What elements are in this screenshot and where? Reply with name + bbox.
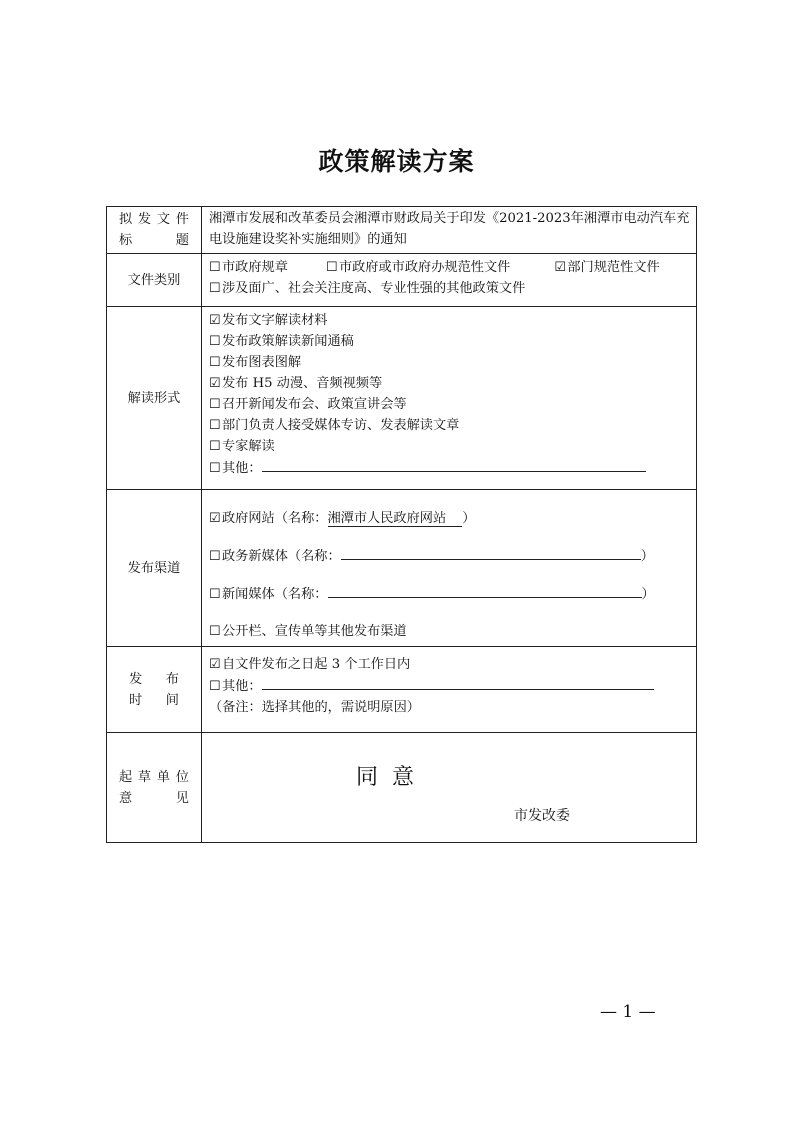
interpret-option-3: 发布图表图解 [222,355,302,370]
opinion-signer: 市发改委 [514,808,570,824]
time-options [202,647,697,733]
label-opinion-line1: 起草单位 [119,769,189,785]
row-doc-title [107,207,697,254]
interpret-option-7: 专家解读 [222,439,275,454]
policy-form-table [106,206,697,843]
doc-title-value: 湘潭市发展和改革委员会湘潭市财政局关于印发《2021-2023年湘潭市电动汽车充电设施建设奖补实施细则》的通知 [202,207,697,254]
checkbox-unchecked-icon[interactable]: ☐ [209,549,221,564]
opinion-value: 同意 [356,765,429,790]
channel-options [202,490,697,647]
checkbox-unchecked-icon[interactable]: ☐ [209,334,221,349]
checkbox-unchecked-icon[interactable]: ☐ [209,355,221,370]
category-options [202,254,697,307]
checkbox-checked-icon[interactable]: ☑ [209,657,221,672]
channel-option-1: 政府网站（名称： [222,511,328,526]
row-time [107,647,697,733]
checkbox-unchecked-icon[interactable]: ☐ [209,281,221,296]
page-number: — 1 — [600,1002,656,1022]
interpret-other-blank[interactable] [262,457,646,472]
label-time-line2: 时 间 [129,692,179,708]
checkbox-unchecked-icon[interactable]: ☐ [209,679,221,694]
checkbox-unchecked-icon[interactable]: ☐ [209,587,221,602]
category-option-2: 市政府或市政府办规范性文件 [338,260,511,275]
interpret-option-1: 发布文字解读材料 [222,313,328,328]
label-category: 文件类别 [107,254,202,307]
label-opinion [107,733,202,843]
checkbox-unchecked-icon[interactable]: ☐ [209,397,221,412]
checkbox-unchecked-icon[interactable]: ☐ [209,439,221,454]
interpret-options [202,307,697,490]
channel-option-3-close: ） [641,587,655,602]
label-time [107,647,202,733]
category-option-3: 部门规范性文件 [567,260,660,275]
category-option-1: 市政府规章 [222,260,288,275]
label-doc-title [107,207,202,254]
time-option-1: 自文件发布之日起 3 个工作日内 [222,657,411,672]
interpret-option-2: 发布政策解读新闻通稿 [222,334,354,349]
row-channel [107,490,697,647]
label-interpret: 解读形式 [107,307,202,490]
channel-option-2-close: ） [640,549,654,564]
checkbox-checked-icon[interactable]: ☑ [209,511,221,526]
label-time-line1: 发 布 [129,671,179,687]
interpret-option-4: 发布 H5 动漫、音频视频等 [222,376,383,391]
channel-option-1-close: ） [462,511,476,526]
checkbox-unchecked-icon[interactable]: ☐ [209,461,221,476]
label-doc-title-line1: 拟发文件 [119,212,189,227]
channel-website-name: 湘潭市人民政府网站 [327,511,447,526]
opinion-cell [202,733,697,843]
time-note: （备注：选择其他的，需说明原因） [209,700,420,715]
channel-media-blank[interactable] [328,583,642,598]
checkbox-unchecked-icon[interactable]: ☐ [209,624,221,639]
row-interpret [107,307,697,490]
channel-option-4: 公开栏、宣传单等其他发布渠道 [222,624,407,639]
time-option-2: 其他： [222,679,262,694]
interpret-option-5: 召开新闻发布会、政策宣讲会等 [222,397,407,412]
page-title: 政策解读方案 [318,147,475,176]
checkbox-unchecked-icon[interactable]: ☐ [325,260,338,275]
checkbox-checked-icon[interactable]: ☑ [554,260,567,275]
channel-option-2: 政务新媒体（名称： [222,549,341,564]
label-doc-title-line2: 标 题 [119,233,189,248]
time-other-blank[interactable] [262,675,654,690]
label-opinion-line2: 意 见 [119,790,189,806]
checkbox-checked-icon[interactable]: ☑ [209,313,221,328]
label-channel: 发布渠道 [107,490,202,647]
row-category [107,254,697,307]
category-option-4: 涉及面广、社会关注度高、专业性强的其他政策文件 [222,281,526,296]
interpret-option-6: 部门负责人接受媒体专访、发表解读文章 [222,418,460,433]
checkbox-checked-icon[interactable]: ☑ [209,376,221,391]
channel-newmedia-blank[interactable] [341,545,641,560]
channel-option-3: 新闻媒体（名称： [222,587,328,602]
checkbox-unchecked-icon[interactable]: ☐ [209,260,221,275]
checkbox-unchecked-icon[interactable]: ☐ [209,418,221,433]
interpret-option-8: 其他： [222,461,262,476]
